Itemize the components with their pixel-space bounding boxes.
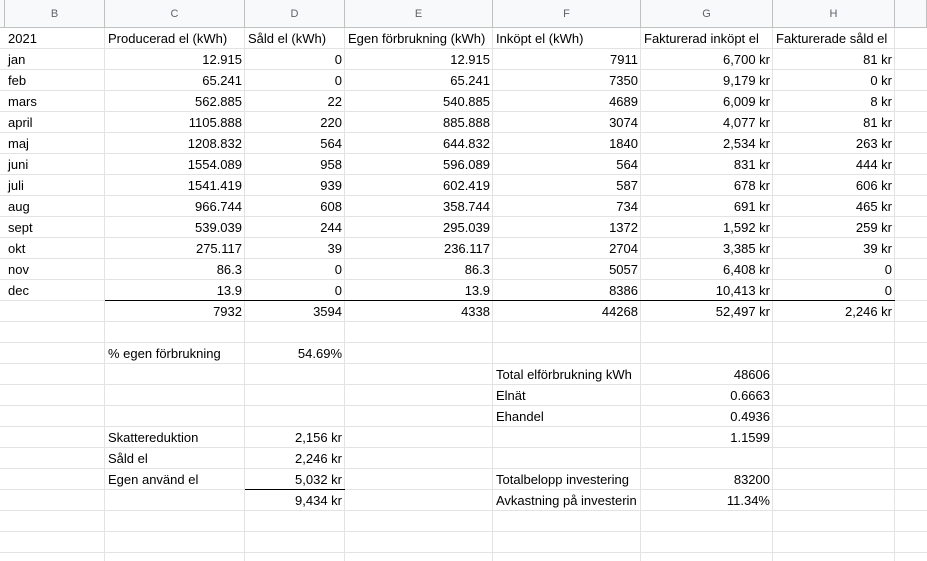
table-cell-own-use[interactable]: 358.744: [443, 199, 490, 214]
table-cell-invoiced-sold[interactable]: 465 kr: [855, 199, 892, 214]
column-header-partial[interactable]: [895, 0, 927, 28]
header-cell-own-use[interactable]: Egen förbrukning (kWh): [348, 31, 486, 46]
table-cell-own-use[interactable]: 65.241: [450, 73, 490, 88]
header-cell-bought[interactable]: Inköpt el (kWh): [496, 31, 584, 46]
month-label[interactable]: aug: [8, 199, 30, 214]
savings-value[interactable]: 2,156 kr: [295, 430, 342, 445]
header-cell-invoiced-bought[interactable]: Fakturerad inköpt el: [644, 31, 759, 46]
table-cell-invoiced-bought[interactable]: 10,413 kr: [715, 283, 770, 298]
table-cell-invoiced-bought[interactable]: 2,534 kr: [723, 136, 770, 151]
table-cell-bought[interactable]: 1840: [609, 136, 638, 151]
grid-hline: [0, 531, 927, 532]
table-cell-bought[interactable]: 4689: [609, 94, 638, 109]
header-cell-invoiced-sold[interactable]: Fakturerade såld el: [776, 31, 888, 46]
table-cell-produced[interactable]: 1208.832: [187, 136, 242, 151]
total-cell-bought[interactable]: 44268: [601, 304, 638, 319]
table-cell-own-use[interactable]: 86.3: [464, 262, 490, 277]
table-cell-sold[interactable]: 39: [327, 241, 342, 256]
own-use-pct-value[interactable]: 54.69%: [297, 346, 342, 361]
column-header-e[interactable]: E: [345, 0, 493, 28]
table-cell-produced[interactable]: 562.885: [195, 94, 242, 109]
month-label[interactable]: jan: [8, 52, 26, 67]
table-cell-invoiced-sold[interactable]: 259 kr: [855, 220, 892, 235]
table-cell-bought[interactable]: 8386: [609, 283, 638, 298]
month-label[interactable]: nov: [8, 262, 29, 277]
table-cell-own-use[interactable]: 236.117: [443, 241, 490, 256]
month-label[interactable]: feb: [8, 73, 27, 88]
table-cell-sold[interactable]: 220: [320, 115, 342, 130]
total-cell-own-use[interactable]: 4338: [461, 304, 490, 319]
table-cell-bought[interactable]: 587: [616, 178, 638, 193]
month-label[interactable]: april: [8, 115, 33, 130]
month-label[interactable]: mars: [8, 94, 37, 109]
investment-value[interactable]: 83200: [733, 472, 770, 487]
table-cell-own-use[interactable]: 295.039: [443, 220, 490, 235]
column-header-d[interactable]: D: [245, 0, 345, 28]
table-cell-sold[interactable]: 608: [320, 199, 342, 214]
header-cell-produced[interactable]: Producerad el (kWh): [108, 31, 228, 46]
month-label[interactable]: dec: [8, 283, 29, 298]
table-cell-invoiced-sold[interactable]: 81 kr: [863, 52, 892, 67]
column-header-g[interactable]: G: [641, 0, 773, 28]
table-cell-produced[interactable]: 539.039: [195, 220, 242, 235]
table-cell-invoiced-bought[interactable]: 678 kr: [733, 178, 770, 193]
header-cell-sold[interactable]: Såld el (kWh): [248, 31, 327, 46]
table-cell-invoiced-bought[interactable]: 831 kr: [733, 157, 770, 172]
savings-value[interactable]: 5,032 kr: [295, 472, 342, 487]
table-cell-produced[interactable]: 275.117: [195, 241, 242, 256]
investment-label[interactable]: Totalbelopp investering: [496, 472, 629, 487]
table-cell-own-use[interactable]: 644.832: [443, 136, 490, 151]
table-cell-invoiced-sold[interactable]: 81 kr: [863, 115, 892, 130]
table-cell-sold[interactable]: 0: [334, 73, 342, 88]
grid-hline: [0, 384, 927, 385]
month-label[interactable]: okt: [8, 241, 26, 256]
table-cell-produced[interactable]: 1554.089: [187, 157, 242, 172]
table-cell-bought[interactable]: 564: [616, 157, 638, 172]
consumption-label[interactable]: Ehandel: [496, 409, 544, 424]
table-cell-invoiced-bought[interactable]: 6,700 kr: [723, 52, 770, 67]
table-cell-invoiced-sold[interactable]: 444 kr: [855, 157, 892, 172]
savings-label[interactable]: Såld el: [108, 451, 148, 466]
grid-hline: [0, 510, 927, 511]
table-cell-sold[interactable]: 0: [334, 283, 342, 298]
table-cell-bought[interactable]: 2704: [609, 241, 638, 256]
table-cell-produced[interactable]: 65.241: [202, 73, 242, 88]
table-cell-produced[interactable]: 86.3: [216, 262, 242, 277]
table-cell-invoiced-bought[interactable]: 6,009 kr: [723, 94, 770, 109]
column-header-f[interactable]: F: [493, 0, 641, 28]
table-cell-own-use[interactable]: 885.888: [443, 115, 490, 130]
table-cell-sold[interactable]: 958: [320, 157, 342, 172]
table-cell-invoiced-bought[interactable]: 9,179 kr: [723, 73, 770, 88]
table-cell-invoiced-bought[interactable]: 1,592 kr: [723, 220, 770, 235]
table-cell-produced[interactable]: 1541.419: [187, 178, 242, 193]
consumption-value[interactable]: 0.6663: [730, 388, 770, 403]
column-header-b[interactable]: B: [5, 0, 105, 28]
table-cell-bought[interactable]: 7350: [609, 73, 638, 88]
savings-total[interactable]: 9,434 kr: [295, 493, 342, 508]
consumption-value[interactable]: 1.1599: [730, 430, 770, 445]
table-cell-invoiced-sold[interactable]: 8 kr: [870, 94, 892, 109]
consumption-label[interactable]: Total elförbrukning kWh: [496, 367, 632, 382]
table-cell-produced[interactable]: 966.744: [195, 199, 242, 214]
consumption-value[interactable]: 0.4936: [730, 409, 770, 424]
savings-value[interactable]: 2,246 kr: [295, 451, 342, 466]
consumption-value[interactable]: 48606: [733, 367, 770, 382]
consumption-label[interactable]: [493, 427, 641, 448]
table-cell-sold[interactable]: 0: [334, 262, 342, 277]
table-cell-produced[interactable]: 1105.888: [188, 115, 242, 130]
table-cell-invoiced-sold[interactable]: 39 kr: [863, 241, 892, 256]
own-use-pct-label[interactable]: % egen förbrukning: [108, 346, 221, 361]
table-cell-produced[interactable]: 12.915: [202, 52, 242, 67]
month-label[interactable]: juli: [8, 178, 24, 193]
table-cell-own-use[interactable]: 12.915: [450, 52, 490, 67]
month-label[interactable]: sept: [8, 220, 33, 235]
table-cell-own-use[interactable]: 13.9: [464, 283, 490, 298]
savings-label[interactable]: Egen använd el: [108, 472, 199, 487]
total-cell-produced[interactable]: 7932: [213, 304, 242, 319]
total-cell-invoiced-sold[interactable]: 2,246 kr: [845, 304, 892, 319]
table-cell-sold[interactable]: 244: [320, 220, 342, 235]
table-cell-own-use[interactable]: 540.885: [443, 94, 490, 109]
consumption-label[interactable]: Elnät: [496, 388, 526, 403]
investment-label[interactable]: Avkastning på investerin: [496, 493, 637, 508]
column-header-c[interactable]: C: [105, 0, 245, 28]
table-cell-bought[interactable]: 1372: [609, 220, 638, 235]
table-cell-invoiced-sold[interactable]: 263 kr: [855, 136, 892, 151]
table-cell-sold[interactable]: 0: [334, 52, 342, 67]
table-cell-invoiced-sold[interactable]: 0: [884, 283, 892, 298]
savings-label[interactable]: Skattereduktion: [108, 430, 199, 445]
month-label[interactable]: juni: [8, 157, 29, 172]
total-cell-sold[interactable]: 3594: [313, 304, 342, 319]
month-label[interactable]: maj: [8, 136, 29, 151]
table-cell-invoiced-sold[interactable]: 0: [884, 262, 892, 277]
table-cell-own-use[interactable]: 602.419: [443, 178, 490, 193]
table-cell-sold[interactable]: 564: [320, 136, 342, 151]
investment-value[interactable]: 11.34%: [726, 493, 770, 508]
table-cell-invoiced-sold[interactable]: 0 kr: [870, 73, 892, 88]
total-cell-invoiced-bought[interactable]: 52,497 kr: [715, 304, 770, 319]
table-cell-sold[interactable]: 22: [327, 94, 342, 109]
table-cell-produced[interactable]: 13.9: [216, 283, 242, 298]
column-header-h[interactable]: H: [773, 0, 895, 28]
table-cell-bought[interactable]: 734: [616, 199, 638, 214]
table-cell-invoiced-bought[interactable]: 691 kr: [733, 199, 770, 214]
grid-hline: [0, 405, 927, 406]
table-cell-sold[interactable]: 939: [320, 178, 342, 193]
table-cell-invoiced-bought[interactable]: 4,077 kr: [723, 115, 770, 130]
table-cell-invoiced-bought[interactable]: 3,385 kr: [723, 241, 770, 256]
grid-hline: [0, 552, 927, 553]
table-cell-bought[interactable]: 7911: [610, 52, 638, 67]
table-cell-invoiced-sold[interactable]: 606 kr: [855, 178, 892, 193]
header-cell-year[interactable]: 2021: [8, 31, 37, 46]
table-cell-invoiced-bought[interactable]: 6,408 kr: [723, 262, 770, 277]
table-cell-own-use[interactable]: 596.089: [443, 157, 490, 172]
table-cell-bought[interactable]: 3074: [609, 115, 638, 130]
table-cell-bought[interactable]: 5057: [609, 262, 638, 277]
